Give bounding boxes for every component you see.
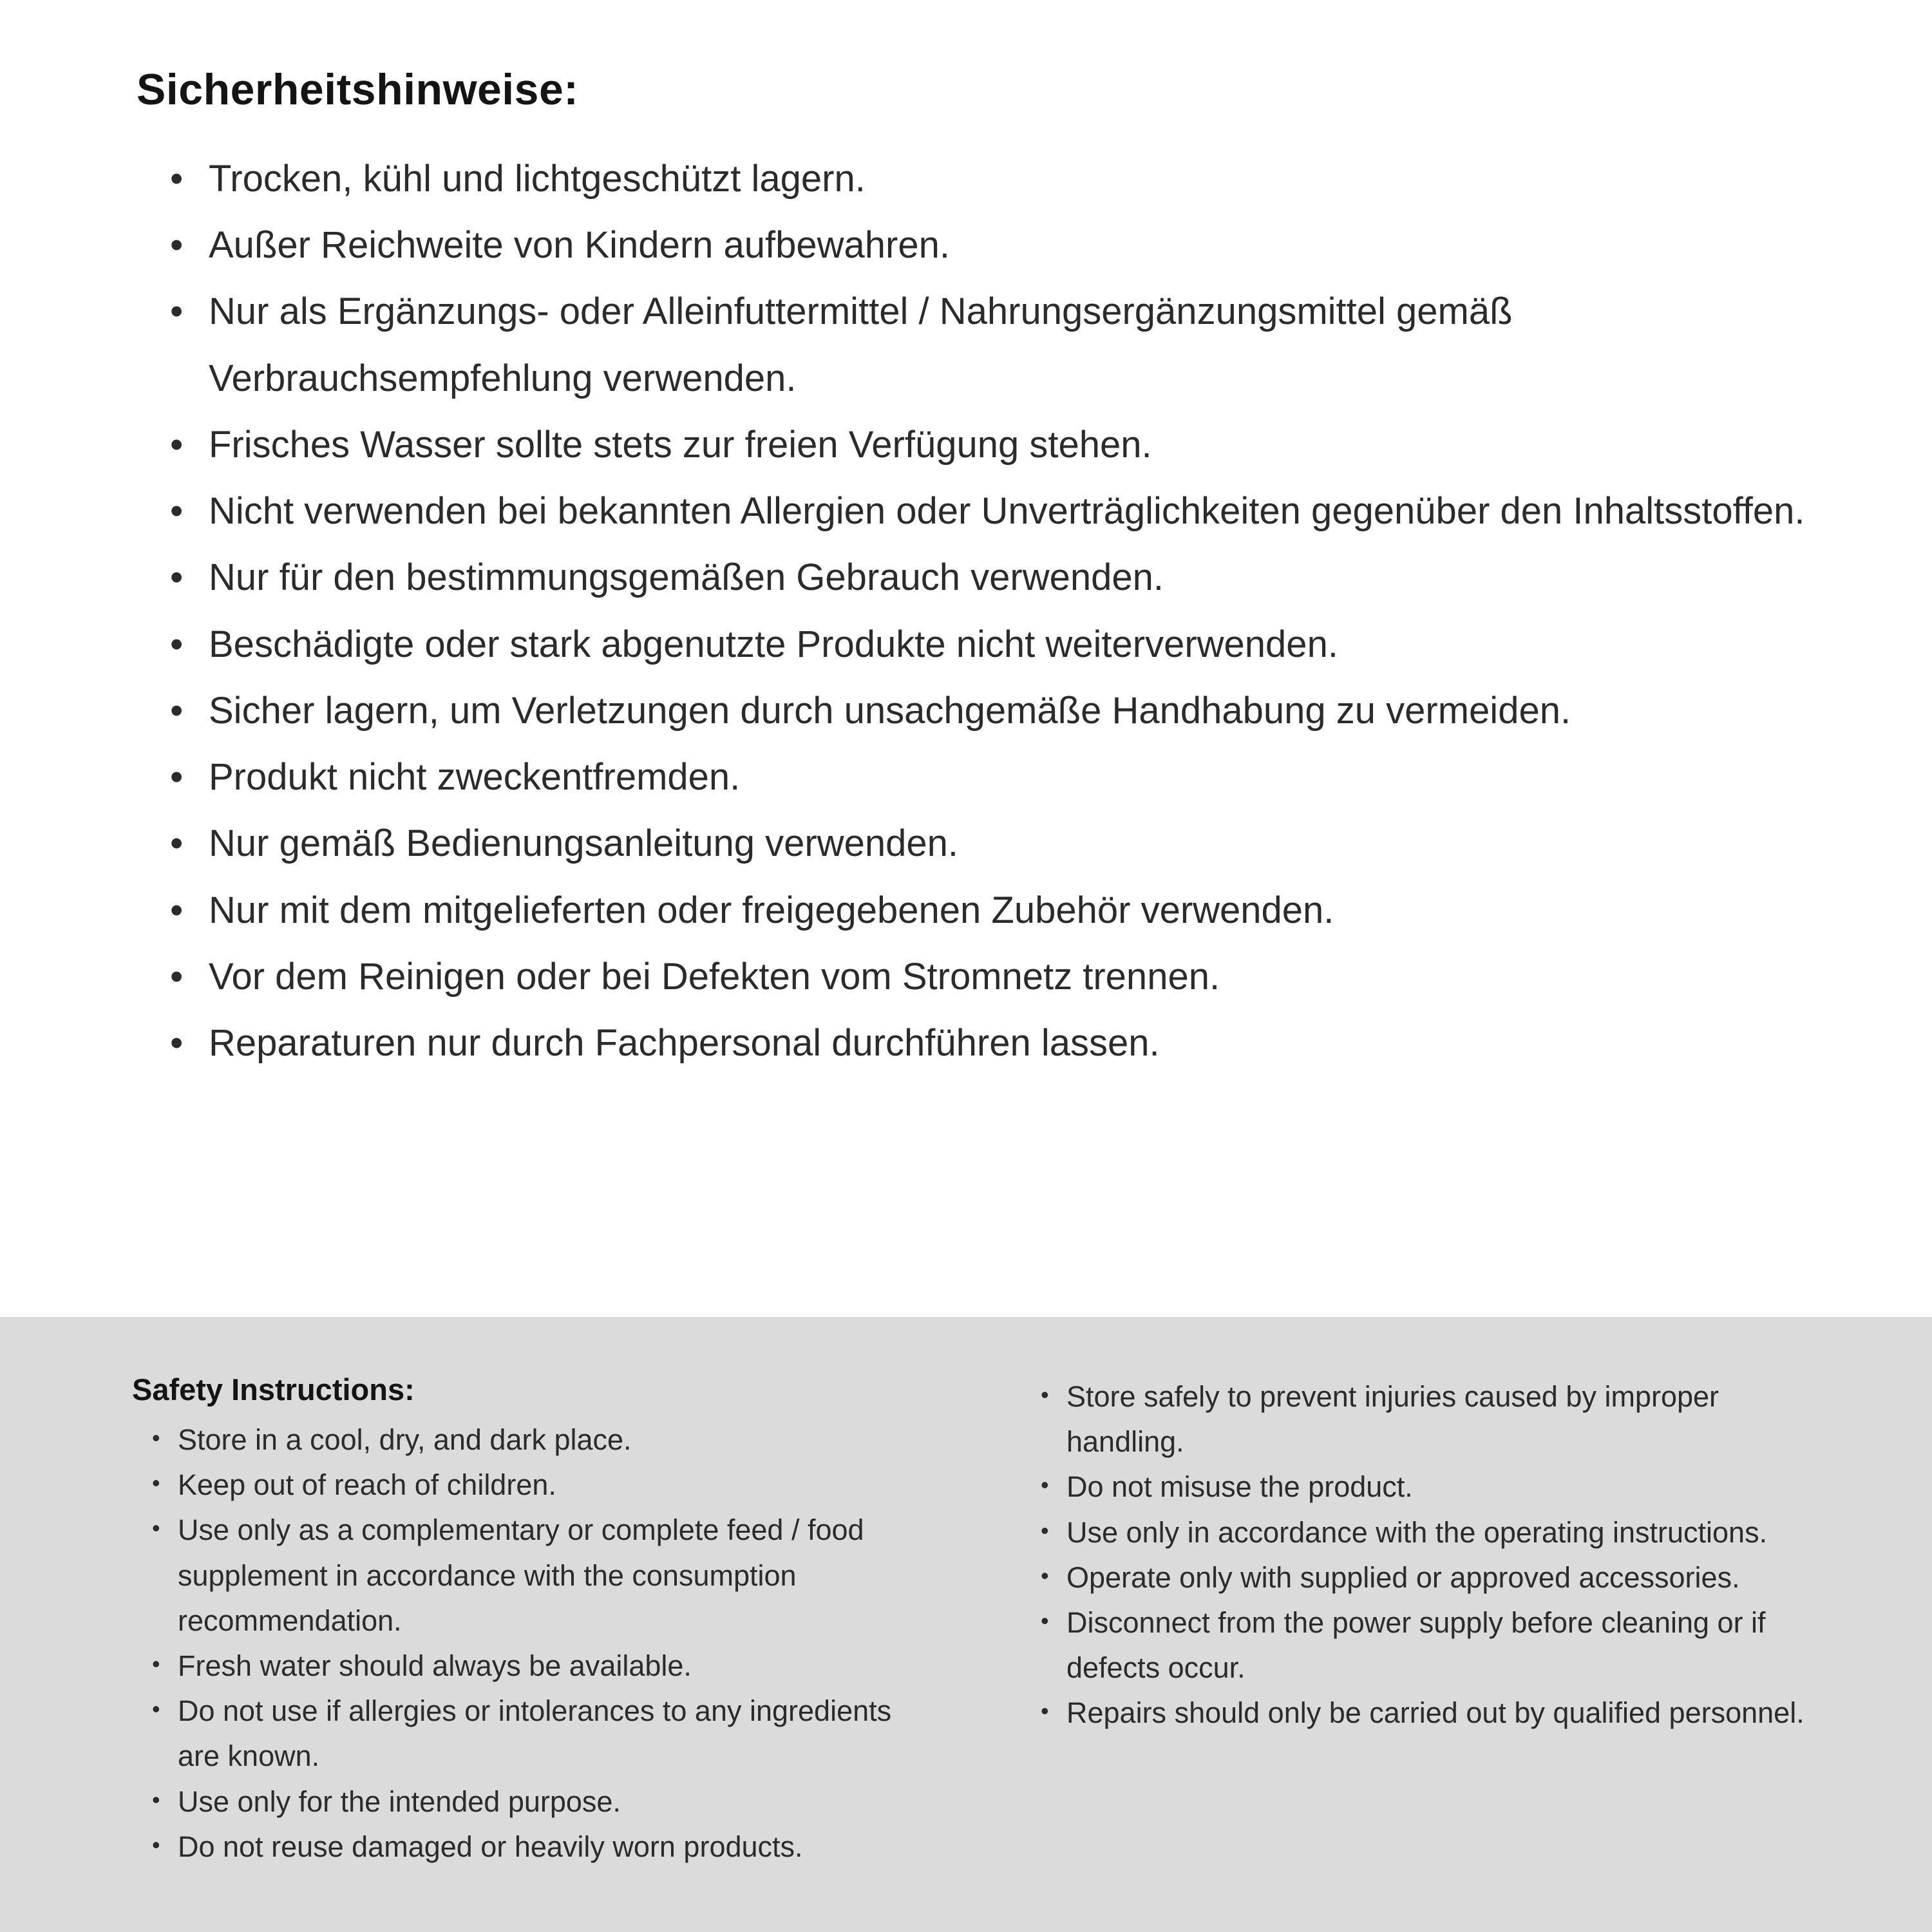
safety-item: • Nur als Ergänzungs- oder Alleinfuttermittel / Nahrungsergänzungsmittel gemäß Verbrauchsempfehlung verwenden. <box>170 278 1855 411</box>
english-section-title: Safety Instructions: <box>132 1372 415 1406</box>
english-safety-list-left <box>132 1417 905 1870</box>
safety-item: • Nur gemäß Bedienungsanleitung verwenden. <box>170 810 1855 876</box>
safety-item: • Store in a cool, dry, and dark place. <box>148 1417 905 1463</box>
safety-item: • Keep out of reach of children. <box>148 1463 905 1508</box>
safety-item: • Fresh water should always be available. <box>148 1643 905 1689</box>
safety-item: • Disconnect from the power supply before cleaning or if defects occur. <box>1037 1600 1810 1690</box>
english-right-column <box>1037 1372 1810 1932</box>
safety-item: • Frisches Wasser sollte stets zur freien Verfügung stehen. <box>170 412 1855 478</box>
safety-item: • Trocken, kühl und lichtgeschützt lagern. <box>170 146 1855 212</box>
safety-item: • Beschädigte oder stark abgenutzte Produkte nicht weiterverwenden. <box>170 611 1855 677</box>
german-section-title: Sicherheitshinweise: <box>137 65 579 114</box>
safety-item: • Reparaturen nur durch Fachpersonal durchführen lassen. <box>170 1010 1855 1076</box>
english-safety-list-right <box>1037 1374 1810 1736</box>
safety-item: • Do not use if allergies or intolerances to any ingredients are known. <box>148 1689 905 1779</box>
safety-item: • Do not reuse damaged or heavily worn products. <box>148 1824 905 1870</box>
safety-item: • Repairs should only be carried out by qualified personnel. <box>1037 1690 1810 1736</box>
safety-item: • Nicht verwenden bei bekannten Allergien oder Unverträglichkeiten gegenüber den Inhaltsstoffen. <box>170 478 1855 544</box>
english-safety-section <box>0 1317 1932 1932</box>
safety-item: • Store safely to prevent injuries caused by improper handling. <box>1037 1374 1810 1464</box>
safety-item: • Use only for the intended purpose. <box>148 1779 905 1824</box>
safety-item: • Operate only with supplied or approved accessories. <box>1037 1555 1810 1600</box>
safety-item: • Produkt nicht zweckentfremden. <box>170 744 1855 810</box>
safety-item: • Nur mit dem mitgelieferten oder freigegebenen Zubehör verwenden. <box>170 877 1855 943</box>
safety-item: • Nur für den bestimmungsgemäßen Gebrauch verwenden. <box>170 544 1855 611</box>
safety-item: • Use only in accordance with the operating instructions. <box>1037 1510 1810 1555</box>
safety-item: • Sicher lagern, um Verletzungen durch unsachgemäße Handhabung zu vermeiden. <box>170 677 1855 744</box>
english-left-column <box>132 1372 905 1932</box>
safety-item: • Außer Reichweite von Kindern aufbewahren. <box>170 212 1855 278</box>
safety-item: • Vor dem Reinigen oder bei Defekten vom Stromnetz trennen. <box>170 943 1855 1010</box>
safety-item: • Use only as a complementary or complete feed / food supplement in accordance with the consumption recommendation. <box>148 1508 905 1643</box>
german-safety-list <box>137 146 1855 1076</box>
safety-item: • Do not misuse the product. <box>1037 1464 1810 1510</box>
